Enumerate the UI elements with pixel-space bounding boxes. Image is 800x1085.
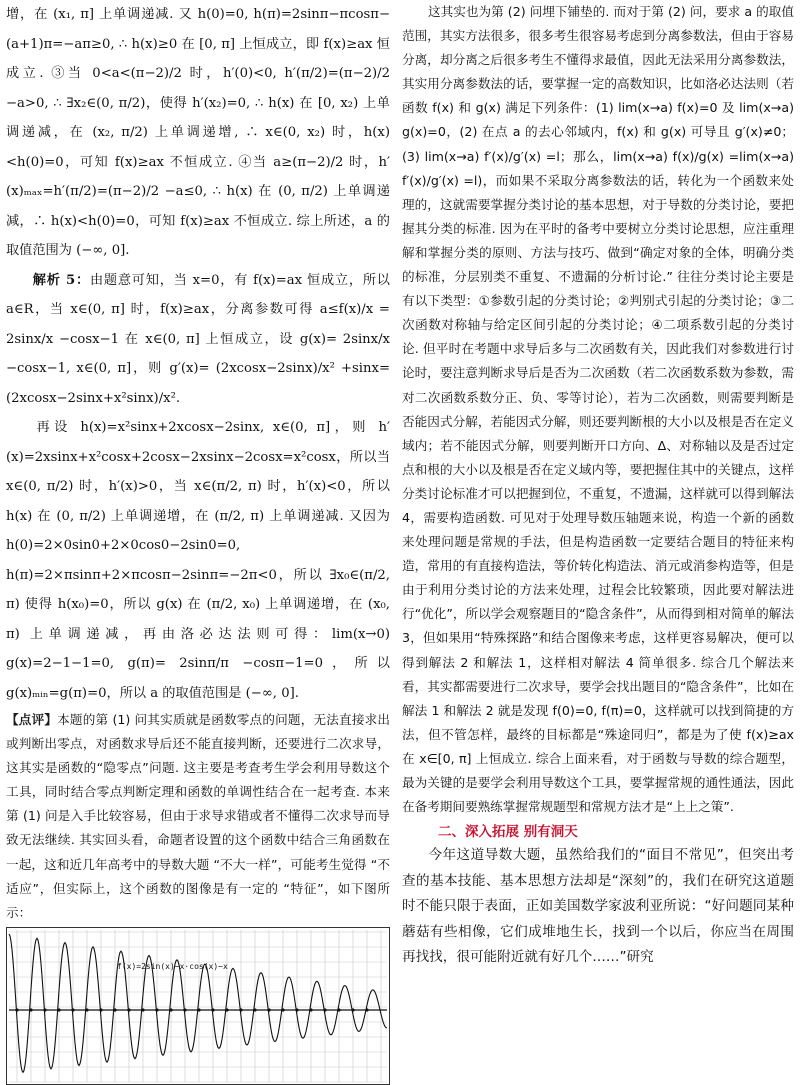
- graph-svg: [7, 928, 389, 1084]
- commentary-text: 这其实也为第 (2) 问埋下铺垫的. 而对于第 (2) 问，要求 a 的取值范围，其实方法很多，很多考生很容易考虑到分离参数法，但由于容易分离，却分离之后很多考生不懂得求最值，因此无法采用分离参数法，其实用分离参数法的话，要掌握一定的高数知识，比如洛必达法则（若函数 f(x) 和 g(x) 满足下列条件：(1) lim(x→a) f(x)=0 及 lim(x→a) g(x)=0，(2) 在点 a 的去心邻域内，f(x) 和 g(x) 可导且 g′(x)≠0；(3) lim(x→a) f′(x)/g′(x) =l；那么，lim(x→a) f(x)/g(x) =lim(x→a) f′(x)/g′(x) =l)，而如果不采取分离参数法的话，转化为一个函数来处理的，这就需要掌握分类讨论的基本思想，对于导数的分类讨论，要把握其分类的标准. 因为在平时的备考中要树立分类讨论思想，应注重理解和掌握分类的原则、方法与技巧、做到“确定对象的全体，明确分类的标准，分层别类不重复、不遗漏的分析讨论.” 往往分类讨论主要是有以下类型：①参数引起的分类讨论；②判别式引起的分类讨论；③二次函数对称轴与给定区间引起的分类讨论；④二项系数引起的分类讨论. 但平时在考题中求导后多与二次函数有关，因此我们对参数进行讨论时，要注意判断求导后是否为二次函数（若二次函数系数为参数，需对二次函数系数分正、负、零等讨论），若为二次函数，则需要判断是否能因式分解，若能因式分解，则还要判断根的大小以及根是否在定义域内；若不能因式分解，则要判断开口方向、Δ、对称轴以及是否过定点和根的大小以及根是否在定义域内等，要把握住其中的关键点，这样分类讨论标准才可以把握到位，不重复，不遗漏，这样就可以得到解法 4，需要构造函数. 可见对于处理导数压轴题来说，构造一个新的函数来处理问题是常规的手法，但是构造函数一定要结合题目的特征来构造，常用的有直接构造法，等价转化构造法、消元或消参构造等，但是由于利用分类讨论的方法来处理，过程会比较繁琐，因此要对解法进行“优化”，所以学会观察题目的“隐含条件”，从而得到相对简单的解法 3，但如果用“特殊探路”和结合图像来考虑，这样更容易解决，便可以得到解法 2 和解法 1，这样相对解法 4 简单很多. 综合几个解法来看，其实都需要进行二次求导，要学会找出题目的“隐含条件”，比如在解法 1 和解法 2 就是发现 f(0)=0, f(π)=0，这样就可以找到简捷的方法，但不管怎样，最终的目标都是“殊途同归”，都是为了使 f(x)≥ax 在 x∈[0, π] 上恒成立. 综合上面来看，对于函数与导数的综合题型，最为关键的是要学会利用导数这个工具，要掌握常规的通性通法，因此在备考期间要熟练掌握常规题型和常规方法才是“上上之策”.: [402, 4, 794, 815]
- graph-legend: f(x)=2sin(x)−x·cos(x)−x: [117, 961, 228, 971]
- solution-5: [6, 266, 390, 414]
- solution-5-cont: [6, 413, 390, 708]
- solution-continued: 增，在 (x₁, π] 上单调递减. 又 h(0)=0, h(π)=2sinπ−πcosπ−(a+1)π=−aπ≥0, ∴ h(x)≥0 在 [0, π] 上恒成立，即 f(x)≥ax 恒成立. ③当 0<a<(π−2)/2 时，h′(0)<0, h′(π/2)=(π−2)/2 −a>0, ∴ ∃x₂∈(0, π/2)，使得 h′(x₂)=0, ∴ h(x) 在 [0, x₂) 上单调递减，在 (x₂, π/2) 上单调递增, ∴ x∈(0, x₂) 时，h(x)<h(0)=0，可知 f(x)≥ax 不恒成立. ④当 a≥(π−2)/2 时，h′(x)ₘₐₓ=h′(π/2)=(π−2)/2 −a≤0, ∴ h(x) 在 (0, π/2) 上单调递减，∴ h(x)<h(0)=0，可知 f(x)≥ax 不恒成立. 综上所述，a 的取值范围为 (−∞, 0].: [6, 7, 390, 258]
- comment-text: 本题的第 (1) 问其实质就是函数零点的问题，无法直接求出或判断出零点，对函数求导后还不能直接判断，还要进行二次求导，这其实是函数的“隐零点”问题. 这主要是考查考生学会利用导数这个工具，同时结合零点判断定理和函数的单调性结合在一起考查. 本来第 (1) 问是入手比较容易，但由于求导求错或者不懂得二次求导而导致无法继续. 其实回头看，命题者设置的这个函数中结合三角函数在一起，这和近几年高考中的导数大题 “不大一样”，可能考生觉得 “不适应”，但实际上，这个函数的图像是有一定的 “特征”，如下图所示：: [6, 712, 390, 920]
- solution-5-text: 由题意可知，当 x=0，有 f(x)=ax 恒成立，所以 a∈R，当 x∈(0, π] 时，f(x)≥ax，分离参数可得 a≤f(x)/x = 2sinx/x −cosx−1 在 x∈(0, π] 上恒成立，设 g(x)= 2sinx/x −cosx−1, x∈(0, π]，则 g′(x)= (2xcosx−2sinx)/x² +sinx= (2xcosx−2sinx+x²sinx)/x².: [6, 272, 390, 406]
- left-column: [6, 0, 390, 1085]
- solution-5-cont-text: 再设 h(x)=x²sinx+2xcosx−2sinx, x∈(0, π]，则 h′(x)=2xsinx+x²cosx+2cosx−2xsinx−2cosx=x²cosx，所以当 x∈(0, π/2) 时，h′(x)>0，当 x∈(π/2, π) 时，h′(x)<0，所以 h(x) 在 (0, π/2) 上单调递增，在 (π/2, π) 上单调递减. 又因为 h(0)=2×0sin0+2×0cos0−2sin0=0, h(π)=2×πsinπ+2×πcosπ−2sinπ=−2π<0，所以 ∃x₀∈(π/2, π) 使得 h(x₀)=0，所以 g(x) 在 (π/2, x₀) 上单调递增，在 (x₀, π) 上单调递减，再由洛必达法则可得：lim(x→0) g(x)=2−1−1=0, g(π)= 2sinπ/π −cosπ−1=0，所以 g(x)ₘᵢₙ=g(π)=0，所以 a 的取值范围是 (−∞, 0].: [6, 420, 390, 701]
- solution-5-label: 解析 5：: [32, 272, 90, 288]
- function-graph: [6, 927, 390, 1085]
- section-heading: 二、深入拓展 别有洞天: [438, 824, 578, 841]
- right-column: [402, 0, 794, 971]
- extension-text: 今年这道导数大题，虽然给我们的“面目不常见”，但突出考查的基本技能、基本思想方法却是“深刻”的，我们在研究这道题时不能只限于表面，正如美国数学家波利亚所说：“好问题同某种蘑菇有些相像，它们成堆地生长，找到一个以后，你应当在周围再找找，很可能附近就有好几个……”研究: [402, 847, 794, 966]
- function-curve: [9, 934, 387, 1072]
- comment-paragraph: [6, 708, 390, 925]
- comment-label: 【点评】: [6, 712, 58, 727]
- extension-paragraph: [402, 843, 794, 971]
- commentary-paragraph: [402, 0, 794, 819]
